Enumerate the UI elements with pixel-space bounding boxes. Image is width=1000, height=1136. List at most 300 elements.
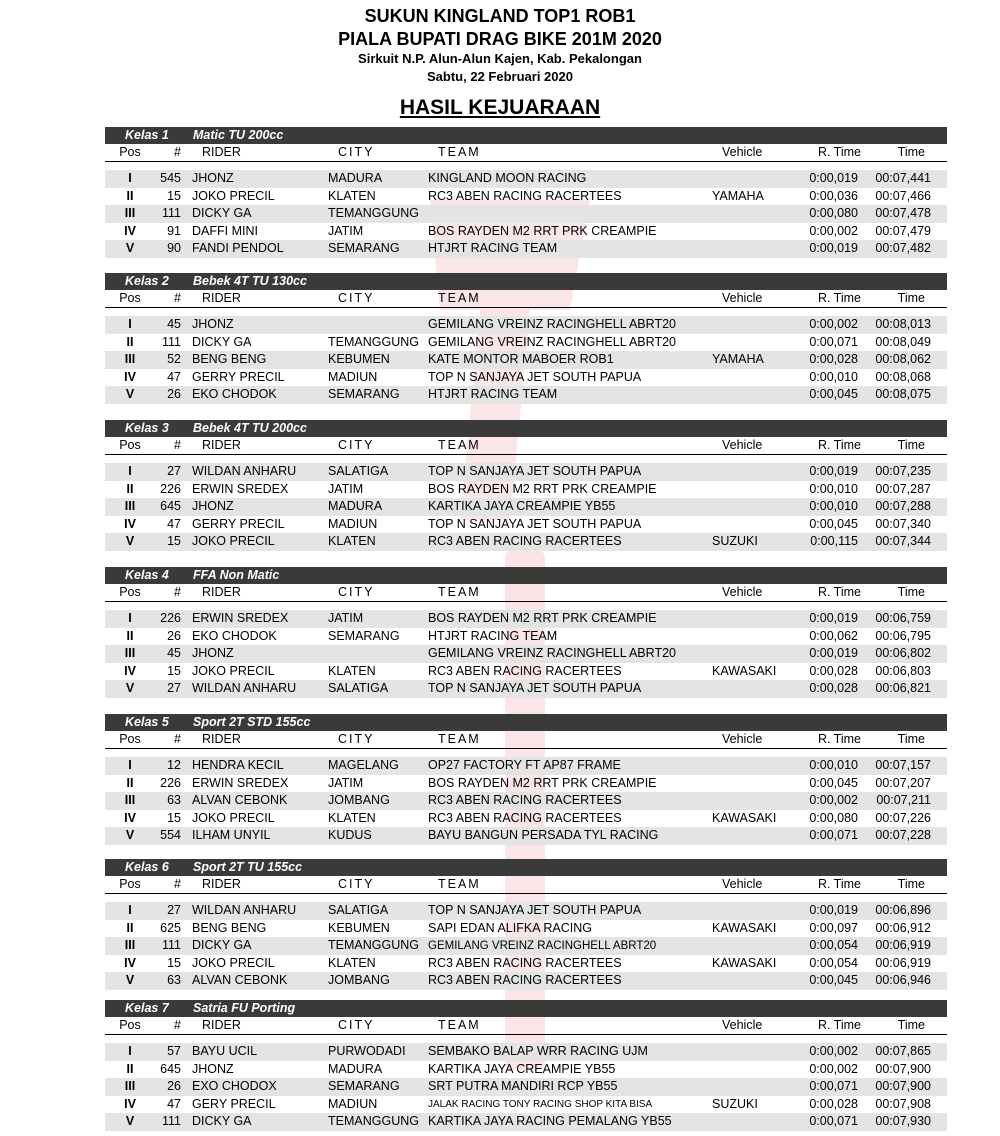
column-header-row xyxy=(105,876,947,894)
cell-time: 00:07,441 xyxy=(875,171,931,185)
cell-city: MAGELANG xyxy=(328,758,399,772)
class-bar xyxy=(105,567,947,584)
class-name: Bebek 4T TU 200cc xyxy=(193,421,307,435)
cell-rider: DICKY GA xyxy=(192,334,252,349)
spacer xyxy=(105,1035,947,1043)
cell-no: 57 xyxy=(167,1044,181,1058)
result-row xyxy=(105,680,947,698)
cell-rt: 0:00,045 xyxy=(809,973,858,988)
cell-time: 00:08,013 xyxy=(875,317,931,331)
column-header-row xyxy=(105,731,947,749)
column-header-no: # xyxy=(174,291,181,305)
cell-pos: IV xyxy=(124,955,136,970)
class-bar xyxy=(105,420,947,437)
cell-time: 00:07,466 xyxy=(875,188,931,203)
cell-rider: WILDAN ANHARU xyxy=(192,464,297,478)
cell-rider: JOKO PRECIL xyxy=(192,663,275,678)
result-row xyxy=(105,645,947,663)
cell-no: 15 xyxy=(167,663,181,678)
cell-time: 00:06,802 xyxy=(875,646,931,661)
cell-city: KEBUMEN xyxy=(328,920,390,935)
class-section xyxy=(105,420,947,551)
class-name: Sport 2T TU 155cc xyxy=(193,860,303,874)
cell-team: TOP N SANJAYA JET SOUTH PAPUA xyxy=(428,516,642,531)
cell-rt: 0:00,002 xyxy=(809,1044,858,1058)
column-header-time: Time xyxy=(897,1018,925,1032)
cell-team: SAPI EDAN ALIFKA RACING xyxy=(428,920,592,935)
cell-rt: 0:00,019 xyxy=(809,464,858,478)
result-row xyxy=(105,334,947,352)
cell-team: HTJRT RACING TEAM xyxy=(428,241,558,256)
column-header-rider: RIDER xyxy=(202,291,241,305)
column-header-vehicle: Vehicle xyxy=(722,291,763,305)
column-header-city: CITY xyxy=(338,1018,375,1032)
cell-pos: II xyxy=(126,188,134,203)
column-header-vehicle: Vehicle xyxy=(722,145,763,159)
column-header-vehicle: Vehicle xyxy=(722,585,763,599)
column-header-rtime: R. Time xyxy=(817,1018,861,1032)
cell-rt: 0:00,002 xyxy=(809,223,858,238)
cell-time: 00:07,226 xyxy=(875,810,931,825)
cell-team: KATE MONTOR MABOER ROB1 xyxy=(428,352,614,367)
cell-pos: III xyxy=(124,1079,136,1094)
cell-time: 00:07,340 xyxy=(875,516,931,531)
cell-pos: II xyxy=(126,334,134,349)
cell-vehicle: SUZUKI xyxy=(712,534,758,549)
cell-rider: ILHAM UNYIL xyxy=(192,828,271,843)
cell-time: 00:07,157 xyxy=(875,758,931,772)
column-header-city: CITY xyxy=(338,877,375,891)
column-header-row xyxy=(105,290,947,308)
cell-rt: 0:00,054 xyxy=(809,955,858,970)
cell-rider: JHONZ xyxy=(192,317,234,331)
column-header-no: # xyxy=(174,877,181,891)
cell-pos: II xyxy=(126,775,134,790)
result-row xyxy=(105,628,947,646)
cell-no: 47 xyxy=(167,1096,181,1111)
cell-rt: 0:00,071 xyxy=(809,1114,858,1129)
cell-rider: HENDRA KECIL xyxy=(192,758,284,772)
cell-rider: EKO CHODOK xyxy=(192,387,277,402)
result-row xyxy=(105,498,947,516)
cell-rt: 0:00,019 xyxy=(809,171,858,185)
cell-no: 625 xyxy=(160,920,181,935)
cell-rt: 0:00,010 xyxy=(809,499,858,514)
column-header-city: CITY xyxy=(338,732,375,746)
column-header-team: TEAM xyxy=(438,877,481,891)
class-name: Satria FU Porting xyxy=(193,1001,296,1015)
cell-team: KARTIKA JAYA CREAMPIE YB55 xyxy=(428,1061,616,1076)
cell-city: JOMBANG xyxy=(328,793,390,808)
cell-time: 00:07,344 xyxy=(875,534,931,549)
result-row xyxy=(105,533,947,551)
cell-time: 00:06,919 xyxy=(875,955,931,970)
cell-pos: IV xyxy=(124,1096,136,1111)
cell-no: 15 xyxy=(167,188,181,203)
cell-rider: GERY PRECIL xyxy=(192,1096,276,1111)
column-header-vehicle: Vehicle xyxy=(722,438,763,452)
cell-city: MADIUN xyxy=(328,1096,378,1111)
cell-team: RC3 ABEN RACING RACERTEES xyxy=(428,534,622,549)
cell-rt: 0:00,045 xyxy=(809,775,858,790)
cell-no: 45 xyxy=(167,646,181,661)
cell-rider: DICKY GA xyxy=(192,206,252,221)
column-header-city: CITY xyxy=(338,145,375,159)
column-header-pos: Pos xyxy=(119,438,141,452)
cell-city: JATIM xyxy=(328,481,364,496)
column-header-rider: RIDER xyxy=(202,438,241,452)
cell-team: BOS RAYDEN M2 RRT PRK CREAMPIE xyxy=(428,775,657,790)
cell-city: SEMARANG xyxy=(328,241,400,256)
column-header-row xyxy=(105,437,947,455)
cell-pos: I xyxy=(128,758,132,772)
cell-no: 15 xyxy=(167,955,181,970)
cell-rt: 0:00,071 xyxy=(809,1079,858,1094)
cell-time: 00:06,919 xyxy=(875,938,931,953)
cell-pos: III xyxy=(124,352,136,367)
cell-team: GEMILANG VREINZ RACINGHELL ABRT20 xyxy=(428,940,657,953)
cell-city: MADURA xyxy=(328,171,383,185)
cell-city: KLATEN xyxy=(328,810,376,825)
cell-rt: 0:00,071 xyxy=(809,334,858,349)
column-header-vehicle: Vehicle xyxy=(722,732,763,746)
cell-rider: JOKO PRECIL xyxy=(192,188,275,203)
cell-rider: JHONZ xyxy=(192,499,234,514)
cell-pos: III xyxy=(124,206,136,221)
cell-team: GEMILANG VREINZ RACINGHELL ABRT20 xyxy=(428,334,676,349)
cell-time: 00:07,482 xyxy=(875,241,931,256)
cell-no: 226 xyxy=(160,481,181,496)
column-header-rtime: R. Time xyxy=(817,145,861,159)
cell-no: 26 xyxy=(167,628,181,643)
cell-pos: IV xyxy=(124,223,136,238)
class-number: Kelas 4 xyxy=(125,568,169,582)
result-row xyxy=(105,663,947,681)
cell-time: 00:07,479 xyxy=(875,223,931,238)
cell-rt: 0:00,080 xyxy=(809,810,858,825)
cell-pos: III xyxy=(124,938,136,953)
result-row xyxy=(105,205,947,223)
cell-pos: IV xyxy=(124,663,136,678)
cell-team: BOS RAYDEN M2 RRT PRK CREAMPIE xyxy=(428,223,657,238)
cell-time: 00:07,900 xyxy=(875,1079,931,1094)
cell-time: 00:07,235 xyxy=(875,464,931,478)
cell-team: RC3 ABEN RACING RACERTEES xyxy=(428,810,622,825)
event-subtitle: PIALA BUPATI DRAG BIKE 201M 2020 xyxy=(338,29,662,49)
cell-rider: WILDAN ANHARU xyxy=(192,903,297,917)
column-header-city: CITY xyxy=(338,438,375,452)
class-bar xyxy=(105,859,947,876)
cell-team: BAYU BANGUN PERSADA TYL RACING xyxy=(428,828,659,843)
cell-rider: DICKY GA xyxy=(192,1114,252,1129)
column-header-row xyxy=(105,1017,947,1035)
cell-city: KLATEN xyxy=(328,663,376,678)
result-row xyxy=(105,351,947,369)
column-header-row xyxy=(105,584,947,602)
class-section xyxy=(105,859,947,990)
column-header-time: Time xyxy=(897,585,925,599)
cell-time: 00:07,207 xyxy=(875,775,931,790)
result-row xyxy=(105,827,947,845)
cell-rider: ALVAN CEBONK xyxy=(192,973,288,988)
column-header-time: Time xyxy=(897,877,925,891)
cell-city: TEMANGGUNG xyxy=(328,1114,419,1129)
cell-team: RC3 ABEN RACING RACERTEES xyxy=(428,793,622,808)
column-header-time: Time xyxy=(897,438,925,452)
result-row xyxy=(105,775,947,793)
class-number: Kelas 6 xyxy=(125,860,169,874)
cell-time: 00:08,062 xyxy=(875,352,931,367)
cell-city: MADURA xyxy=(328,499,383,514)
cell-city: JATIM xyxy=(328,223,364,238)
cell-no: 15 xyxy=(167,534,181,549)
result-row xyxy=(105,240,947,258)
cell-team: RC3 ABEN RACING RACERTEES xyxy=(428,955,622,970)
cell-time: 00:07,228 xyxy=(875,828,931,843)
cell-no: 63 xyxy=(167,973,181,988)
cell-no: 111 xyxy=(161,334,181,349)
class-bar xyxy=(105,714,947,731)
cell-no: 645 xyxy=(160,499,181,514)
column-header-pos: Pos xyxy=(119,291,141,305)
cell-time: 00:06,821 xyxy=(875,681,931,696)
result-row xyxy=(105,386,947,404)
cell-rt: 0:00,071 xyxy=(809,828,858,843)
cell-no: 111 xyxy=(161,1114,181,1129)
cell-vehicle: KAWASAKI xyxy=(712,663,777,678)
cell-pos: IV xyxy=(124,369,136,384)
cell-rt: 0:00,036 xyxy=(809,188,858,203)
cell-no: 27 xyxy=(167,464,181,478)
spacer xyxy=(105,894,947,902)
event-title: SUKUN KINGLAND TOP1 ROB1 xyxy=(364,6,636,26)
cell-city: SEMARANG xyxy=(328,628,400,643)
class-bar xyxy=(105,1000,947,1017)
cell-no: 554 xyxy=(160,828,181,843)
cell-time: 00:06,896 xyxy=(875,903,931,917)
result-row xyxy=(105,955,947,973)
cell-team: SRT PUTRA MANDIRI RCP YB55 xyxy=(428,1079,618,1094)
cell-no: 645 xyxy=(160,1061,181,1076)
cell-city: SEMARANG xyxy=(328,1079,400,1094)
class-number: Kelas 2 xyxy=(125,274,169,288)
cell-no: 226 xyxy=(160,775,181,790)
cell-city: KUDUS xyxy=(328,828,372,843)
cell-city: JOMBANG xyxy=(328,973,390,988)
spacer xyxy=(105,308,947,316)
spacer xyxy=(105,455,947,463)
result-row xyxy=(105,170,947,188)
cell-rider: BAYU UCIL xyxy=(192,1044,258,1058)
column-header-rtime: R. Time xyxy=(817,732,861,746)
cell-rider: ERWIN SREDEX xyxy=(192,611,289,625)
cell-city: TEMANGGUNG xyxy=(328,206,419,221)
cell-no: 27 xyxy=(167,903,181,917)
cell-no: 47 xyxy=(167,369,181,384)
column-header-vehicle: Vehicle xyxy=(722,1018,763,1032)
cell-rt: 0:00,115 xyxy=(810,534,858,549)
column-header-rider: RIDER xyxy=(202,1018,241,1032)
cell-no: 111 xyxy=(161,938,181,953)
cell-rt: 0:00,019 xyxy=(809,611,858,625)
cell-no: 26 xyxy=(167,1079,181,1094)
cell-pos: V xyxy=(125,828,135,843)
cell-rt: 0:00,028 xyxy=(809,681,858,696)
cell-city: SALATIGA xyxy=(328,903,389,917)
cell-vehicle: KAWASAKI xyxy=(712,920,777,935)
cell-no: 26 xyxy=(167,387,181,402)
cell-rider: GERRY PRECIL xyxy=(192,516,285,531)
cell-rt: 0:00,097 xyxy=(809,920,858,935)
result-row xyxy=(105,757,947,775)
column-header-rider: RIDER xyxy=(202,877,241,891)
cell-time: 00:06,759 xyxy=(875,611,931,625)
cell-no: 12 xyxy=(167,758,181,772)
column-header-pos: Pos xyxy=(119,1018,141,1032)
cell-team: HTJRT RACING TEAM xyxy=(428,387,558,402)
cell-rt: 0:00,019 xyxy=(809,903,858,917)
column-header-pos: Pos xyxy=(119,585,141,599)
result-row xyxy=(105,937,947,955)
cell-pos: I xyxy=(128,464,132,478)
column-header-rtime: R. Time xyxy=(817,585,861,599)
cell-vehicle: YAMAHA xyxy=(712,352,764,367)
column-header-no: # xyxy=(174,1018,181,1032)
cell-vehicle: SUZUKI xyxy=(712,1096,758,1111)
cell-rt: 0:00,080 xyxy=(809,206,858,221)
cell-time: 00:07,865 xyxy=(875,1044,931,1058)
cell-rider: JHONZ xyxy=(192,646,234,661)
cell-city: SEMARANG xyxy=(328,387,400,402)
cell-pos: I xyxy=(128,1044,132,1058)
spacer xyxy=(105,749,947,757)
cell-rt: 0:00,045 xyxy=(809,516,858,531)
cell-pos: V xyxy=(125,973,135,988)
cell-time: 00:07,930 xyxy=(875,1114,931,1129)
column-header-rider: RIDER xyxy=(202,145,241,159)
cell-city: KLATEN xyxy=(328,188,376,203)
cell-rt: 0:00,010 xyxy=(809,758,858,772)
column-header-time: Time xyxy=(897,291,925,305)
cell-team: TOP N SANJAYA JET SOUTH PAPUA xyxy=(428,681,642,696)
column-header-team: TEAM xyxy=(438,585,481,599)
result-row xyxy=(105,902,947,920)
cell-rt: 0:00,002 xyxy=(809,317,858,331)
result-row xyxy=(105,810,947,828)
spacer xyxy=(105,602,947,610)
cell-time: 00:08,049 xyxy=(875,334,931,349)
result-row xyxy=(105,516,947,534)
cell-team: BOS RAYDEN M2 RRT PRK CREAMPIE xyxy=(428,611,657,625)
cell-city: MADIUN xyxy=(328,369,378,384)
cell-rt: 0:00,002 xyxy=(809,793,858,808)
class-number: Kelas 1 xyxy=(125,128,169,142)
result-row xyxy=(105,1061,947,1079)
result-row xyxy=(105,481,947,499)
class-name: Matic TU 200cc xyxy=(193,128,284,142)
event-venue: Sirkuit N.P. Alun-Alun Kajen, Kab. Pekalongan xyxy=(358,51,642,66)
cell-time: 00:06,795 xyxy=(875,628,931,643)
cell-pos: V xyxy=(125,387,135,402)
cell-rider: EKO CHODOK xyxy=(192,628,277,643)
cell-no: 15 xyxy=(167,810,181,825)
cell-no: 226 xyxy=(160,611,181,625)
cell-rider: GERRY PRECIL xyxy=(192,369,285,384)
cell-pos: I xyxy=(128,611,132,625)
cell-team: TOP N SANJAYA JET SOUTH PAPUA xyxy=(428,903,642,917)
column-header-time: Time xyxy=(897,732,925,746)
class-bar xyxy=(105,127,947,144)
cell-time: 00:06,912 xyxy=(875,920,931,935)
cell-pos: V xyxy=(125,241,135,256)
result-row xyxy=(105,610,947,628)
cell-pos: I xyxy=(128,171,132,185)
column-header-row xyxy=(105,144,947,162)
cell-team: JALAK RACING TONY RACING SHOP KITA BISA xyxy=(428,1098,653,1110)
result-row xyxy=(105,792,947,810)
column-header-no: # xyxy=(174,438,181,452)
cell-no: 47 xyxy=(167,516,181,531)
column-header-rtime: R. Time xyxy=(817,877,861,891)
column-header-pos: Pos xyxy=(119,145,141,159)
cell-time: 00:07,908 xyxy=(875,1096,931,1111)
cell-rider: EXO CHODOX xyxy=(192,1079,277,1094)
result-row xyxy=(105,1078,947,1096)
cell-team: GEMILANG VREINZ RACINGHELL ABRT20 xyxy=(428,646,676,661)
cell-city: TEMANGGUNG xyxy=(328,938,419,953)
cell-rider: FANDI PENDOL xyxy=(192,241,284,256)
cell-city: MADIUN xyxy=(328,516,378,531)
class-number: Kelas 5 xyxy=(125,715,169,729)
cell-city: TEMANGGUNG xyxy=(328,334,419,349)
cell-rt: 0:00,062 xyxy=(809,628,858,643)
column-header-pos: Pos xyxy=(119,877,141,891)
class-name: Bebek 4T TU 130cc xyxy=(193,274,307,288)
cell-vehicle: YAMAHA xyxy=(712,188,764,203)
cell-pos: V xyxy=(125,681,135,696)
column-header-vehicle: Vehicle xyxy=(722,877,763,891)
cell-rt: 0:00,002 xyxy=(809,1061,858,1076)
cell-pos: I xyxy=(128,903,132,917)
column-header-team: TEAM xyxy=(438,291,481,305)
cell-team: GEMILANG VREINZ RACINGHELL ABRT20 xyxy=(428,317,676,331)
result-row xyxy=(105,1113,947,1131)
cell-time: 00:07,287 xyxy=(875,481,931,496)
cell-rt: 0:00,028 xyxy=(809,1096,858,1111)
cell-city: SALATIGA xyxy=(328,464,389,478)
cell-team: OP27 FACTORY FT AP87 FRAME xyxy=(428,758,621,772)
results-title: HASIL KEJUARAAN xyxy=(399,96,601,119)
cell-rider: DAFFI MINI xyxy=(192,223,258,238)
cell-city: JATIM xyxy=(328,611,364,625)
column-header-no: # xyxy=(174,732,181,746)
cell-team: BOS RAYDEN M2 RRT PRK CREAMPIE xyxy=(428,481,657,496)
class-section xyxy=(105,714,947,845)
cell-pos: II xyxy=(126,481,134,496)
cell-rider: DICKY GA xyxy=(192,938,252,953)
class-number: Kelas 7 xyxy=(125,1001,169,1015)
cell-team: RC3 ABEN RACING RACERTEES xyxy=(428,973,622,988)
class-section xyxy=(105,127,947,258)
column-header-team: TEAM xyxy=(438,438,481,452)
column-header-team: TEAM xyxy=(438,1018,481,1032)
cell-time: 00:07,288 xyxy=(875,499,931,514)
cell-rider: BENG BENG xyxy=(192,920,267,935)
cell-team: SEMBAKO BALAP WRR RACING UJM xyxy=(428,1044,648,1058)
cell-rider: ERWIN SREDEX xyxy=(192,481,289,496)
cell-rt: 0:00,028 xyxy=(809,663,858,678)
class-section xyxy=(105,567,947,698)
